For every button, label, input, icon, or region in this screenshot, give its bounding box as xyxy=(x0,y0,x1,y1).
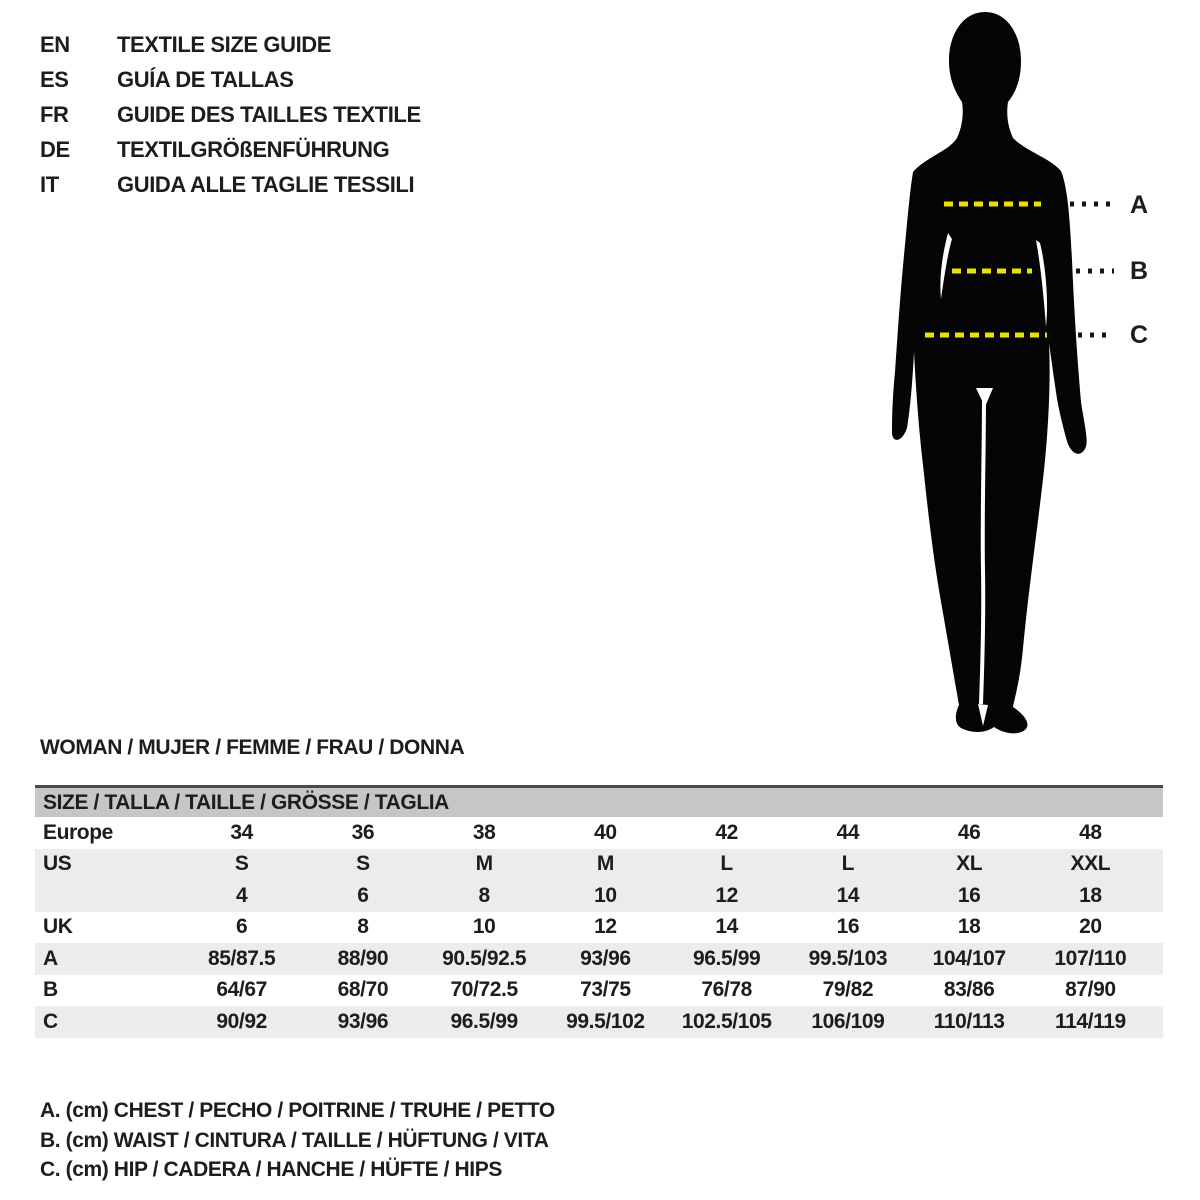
size-table xyxy=(35,785,1163,1038)
table-cell: S xyxy=(356,852,370,876)
table-cell: S xyxy=(234,852,249,876)
table-cell: XL xyxy=(956,852,983,876)
legend-chest: A. (cm) CHEST / PECHO / POITRINE / TRUHE / PETTO xyxy=(40,1099,555,1122)
language-code: ES xyxy=(40,66,69,92)
table-cell: 70/72.5 xyxy=(450,978,518,1002)
table-cell: 99.5/103 xyxy=(808,946,888,970)
row-label: Europe xyxy=(43,820,113,844)
table-cell: 12 xyxy=(594,915,617,939)
table-cell: 40 xyxy=(594,820,617,844)
table-cell: 18 xyxy=(1079,883,1102,907)
language-code: DE xyxy=(40,136,70,162)
language-code: IT xyxy=(40,171,59,197)
waist-marker-label: B xyxy=(1130,257,1148,285)
table-cell: 16 xyxy=(836,915,860,939)
table-cell: 79/82 xyxy=(822,978,874,1002)
table-cell: 12 xyxy=(715,883,738,907)
table-cell: 14 xyxy=(715,915,738,939)
table-cell: L xyxy=(841,852,855,876)
table-cell: XXL xyxy=(1070,852,1111,876)
table-cell: 10 xyxy=(594,883,617,907)
row-label: US xyxy=(43,852,72,876)
table-cell: 64/67 xyxy=(216,978,267,1002)
table-cell: 106/109 xyxy=(811,1009,885,1033)
table-cell: 44 xyxy=(836,820,860,844)
table-cell: 6 xyxy=(235,915,248,939)
table-cell: 104/107 xyxy=(932,946,1006,970)
table-cell: 38 xyxy=(472,820,496,844)
table-cell: 76/78 xyxy=(701,978,752,1002)
legend-waist: B. (cm) WAIST / CINTURA / TAILLE / HÜFTUNG / VITA xyxy=(40,1128,549,1152)
table-cell: 107/110 xyxy=(1054,946,1127,970)
table-cell: 96.5/99 xyxy=(450,1009,518,1033)
language-title-list xyxy=(40,27,421,202)
table-cell: 99.5/102 xyxy=(566,1009,645,1033)
table-cell: 16 xyxy=(957,883,981,907)
table-row xyxy=(35,817,1163,849)
table-cell: 6 xyxy=(357,883,369,907)
language-title: TEXTILGRÖßENFÜHRUNG xyxy=(117,136,390,162)
table-cell: 90.5/92.5 xyxy=(442,946,527,970)
table-cell: 46 xyxy=(957,820,981,844)
table-cell: 73/75 xyxy=(580,978,631,1002)
table-cell: 90/92 xyxy=(216,1009,267,1033)
row-label: B xyxy=(43,978,58,1002)
table-cell: 10 xyxy=(472,915,496,939)
woman-silhouette-svg xyxy=(880,0,1120,740)
table-cell: 102.5/105 xyxy=(681,1009,772,1033)
table-cell: 88/90 xyxy=(337,946,389,970)
table-row xyxy=(35,1006,1163,1038)
table-cell: 93/96 xyxy=(337,1009,389,1033)
language-title: GUIDA ALLE TAGLIE TESSILI xyxy=(117,171,415,197)
table-cell: M xyxy=(596,852,614,876)
legend-hip: C. (cm) HIP / CADERA / HANCHE / HÜFTE / HIPS xyxy=(40,1158,502,1181)
list-item xyxy=(40,27,421,62)
table-cell: 68/70 xyxy=(337,978,389,1002)
section-heading: WOMAN / MUJER / FEMME / FRAU / DONNA xyxy=(40,736,465,759)
table-cell: 85/87.5 xyxy=(207,946,276,970)
table-cell: 42 xyxy=(715,820,738,844)
table-cell: M xyxy=(475,852,493,876)
size-guide-figure xyxy=(880,0,1200,740)
chest-marker-label: A xyxy=(1130,191,1148,219)
measurement-legend xyxy=(40,1096,555,1185)
table-row xyxy=(35,849,1163,881)
row-label: A xyxy=(43,946,58,970)
list-item xyxy=(40,62,421,97)
table-cell: 114/119 xyxy=(1054,1009,1126,1033)
table-cell: 83/86 xyxy=(943,978,995,1002)
language-code: EN xyxy=(40,31,70,57)
table-cell: 34 xyxy=(230,820,253,844)
table-cell: 96.5/99 xyxy=(692,946,761,970)
table-cell: 93/96 xyxy=(580,946,631,970)
table-cell: 20 xyxy=(1079,915,1102,939)
table-cell: 4 xyxy=(235,883,248,907)
language-code: FR xyxy=(40,101,69,127)
table-row xyxy=(35,975,1163,1007)
table-cell: 8 xyxy=(357,915,369,939)
table-cell: 36 xyxy=(351,820,375,844)
list-item xyxy=(40,167,421,202)
table-cell: 14 xyxy=(836,883,860,907)
row-label: UK xyxy=(43,915,73,939)
hip-marker-label: C xyxy=(1130,321,1148,349)
woman-silhouette xyxy=(892,12,1087,733)
table-cell: 87/90 xyxy=(1065,978,1116,1002)
list-item xyxy=(40,132,421,167)
language-title: TEXTILE SIZE GUIDE xyxy=(117,31,332,57)
language-title: GUIDE DES TAILLES TEXTILE xyxy=(117,101,421,127)
table-row xyxy=(35,880,1163,912)
table-cell: 18 xyxy=(957,915,981,939)
size-table-body xyxy=(35,817,1163,1038)
language-title: GUÍA DE TALLAS xyxy=(117,66,294,92)
row-label: C xyxy=(43,1009,58,1033)
table-cell: L xyxy=(720,852,733,876)
list-item xyxy=(40,97,421,132)
table-cell: 8 xyxy=(478,883,490,907)
size-table-header: SIZE / TALLA / TAILLE / GRÖSSE / TAGLIA xyxy=(35,785,1163,817)
table-cell: 48 xyxy=(1079,820,1102,844)
table-cell: 110/113 xyxy=(933,1009,1005,1033)
table-row xyxy=(35,943,1163,975)
table-row xyxy=(35,912,1163,944)
